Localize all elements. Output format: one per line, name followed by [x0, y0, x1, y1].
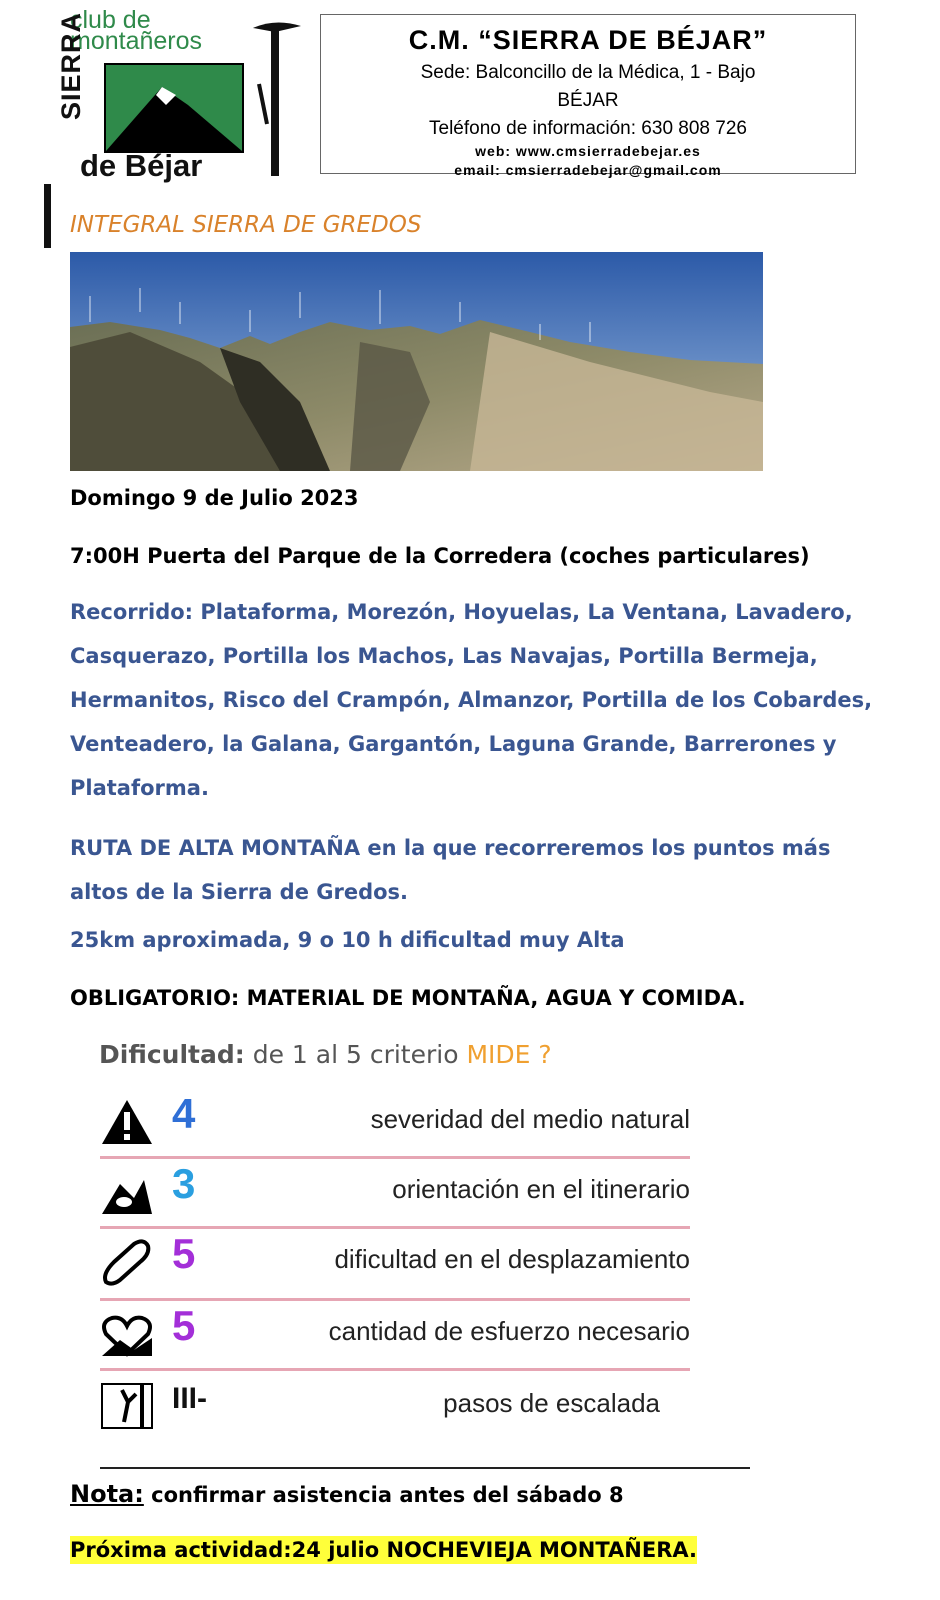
address-line1: Sede: Balconcillo de la Médica, 1 - Bajo — [420, 62, 756, 83]
mide-value: 5 — [172, 1230, 196, 1277]
divider — [100, 1156, 690, 1159]
activity-title: INTEGRAL SIERRA DE GREDOS — [70, 212, 422, 238]
difficulty-heading — [99, 1040, 552, 1069]
mide-value: 5 — [172, 1302, 196, 1349]
email-link[interactable]: email: cmsierradebejar@gmail.com — [454, 162, 722, 178]
mide-desc: dificultad en el desplazamiento — [334, 1244, 690, 1274]
address-line2: BÉJAR — [557, 90, 619, 111]
phone: Teléfono de información: 630 808 726 — [429, 118, 747, 139]
event-date: Domingo 9 de Julio 2023 — [70, 486, 359, 510]
next-activity: Próxima actividad:24 julio NOCHEVIEJA MONTAÑERA. — [70, 1538, 698, 1562]
mide-desc: severidad del medio natural — [370, 1104, 690, 1134]
divider-dark — [100, 1467, 750, 1469]
mide-desc: cantidad de esfuerzo necesario — [328, 1316, 690, 1346]
route-summary: RUTA DE ALTA MONTAÑA en la que recorreremos los puntos más altos de la Sierra de Gredos. — [70, 836, 831, 904]
mide-row-movement — [100, 1230, 690, 1290]
logo-club-text — [70, 6, 203, 55]
route-description: Recorrido: Plataforma, Morezón, Hoyuelas, La Ventana, Lavadero, Casquerazo, Portilla los Machos, Las Navajas, Portilla Bermeja, Hermanitos, Risco del Crampón, Almanzor, Portilla de los Cobardes, Venteadero, la Galana, Gargantón, Laguna Grande, Barrerones y Plataforma. — [70, 600, 873, 800]
boot-icon — [100, 1238, 154, 1286]
divider — [100, 1298, 690, 1301]
note-text: confirmar asistencia antes del sábado 8 — [143, 1483, 624, 1507]
note-label: Nota: — [70, 1480, 144, 1508]
orientation-icon — [100, 1168, 154, 1216]
mide-value: III- — [172, 1382, 207, 1415]
mide-row-effort — [100, 1302, 690, 1362]
logo-line1: club de — [70, 6, 151, 34]
club-address-box — [320, 14, 856, 178]
section-marker — [44, 184, 51, 248]
ice-axe-icon — [245, 14, 305, 179]
club-logo — [56, 6, 310, 183]
difficulty-text: de 1 al 5 criterio — [252, 1040, 459, 1069]
mide-row-environment — [100, 1090, 690, 1150]
logo-vertical-text: SIERRA — [56, 11, 86, 120]
meeting-point: 7:00H Puerta del Parque de la Corredera (coches particulares) — [70, 544, 810, 568]
heart-icon — [100, 1310, 154, 1358]
divider — [100, 1226, 690, 1229]
mide-row-climbing — [100, 1374, 690, 1434]
mide-desc: pasos de escalada — [443, 1388, 660, 1418]
mide-desc: orientación en el itinerario — [392, 1174, 690, 1204]
logo-bottom-text: de Béjar — [80, 148, 203, 183]
difficulty-label: Dificultad: — [99, 1040, 245, 1069]
mide-value: 3 — [172, 1160, 196, 1207]
climber-icon — [100, 1382, 154, 1430]
web-link[interactable]: web: www.cmsierradebejar.es — [475, 143, 701, 159]
logo-mountain-box — [104, 63, 244, 153]
divider — [100, 1368, 690, 1371]
panorama-photo — [70, 252, 763, 471]
distance-info: 25km aproximada, 9 o 10 h dificultad muy Alta — [70, 928, 625, 952]
warning-icon — [100, 1098, 154, 1146]
mide-criterion: MIDE ? — [466, 1040, 552, 1069]
mandatory-gear: OBLIGATORIO: MATERIAL DE MONTAÑA, AGUA Y COMIDA. — [70, 986, 746, 1010]
logo-line2: montañeros — [70, 27, 203, 55]
org-name: C.M. “SIERRA DE BÉJAR” — [408, 25, 768, 55]
mountain-icon — [106, 65, 242, 151]
note — [70, 1480, 624, 1508]
mide-value: 4 — [172, 1090, 196, 1137]
mide-row-orientation — [100, 1160, 690, 1220]
